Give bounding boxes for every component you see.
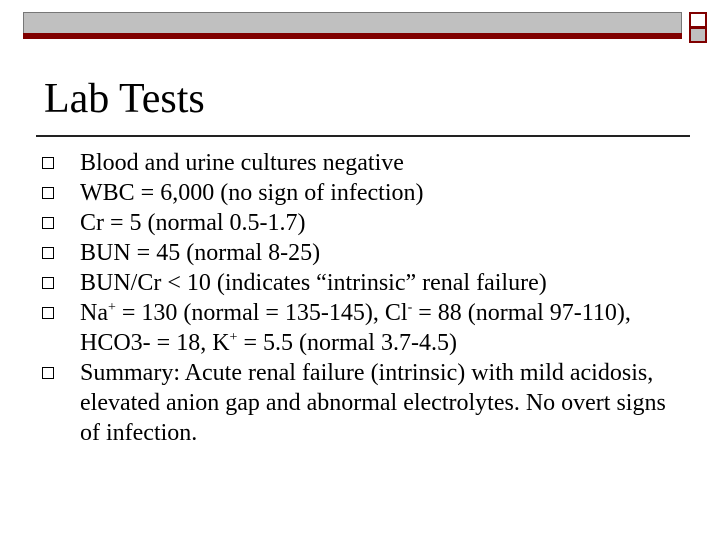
bullet-item-cultures — [0, 148, 680, 178]
bullet-list — [0, 148, 720, 448]
hollow-square-bullet-icon — [42, 157, 54, 169]
bullet-text: WBC = 6,000 (no sign of infection) — [80, 180, 424, 206]
title-divider — [36, 135, 690, 137]
hollow-square-bullet-icon — [42, 187, 54, 199]
superscript: + — [229, 330, 238, 345]
bullet-item-bun — [0, 238, 680, 268]
electrolyte-text-part: Na — [80, 300, 108, 326]
bullet-text: Summary: Acute renal failure (intrinsic) with mild acidosis, elevated anion gap and abnormal electrolytes. No overt signs of infection. — [80, 360, 666, 446]
header-decoration-stripe — [23, 33, 682, 39]
corner-square-icon — [689, 12, 707, 28]
corner-square-icon — [689, 27, 707, 43]
bullet-text: Blood and urine cultures negative — [80, 150, 404, 176]
bullet-item-bun-cr-ratio — [0, 268, 680, 298]
slide-title: Lab Tests — [44, 76, 205, 122]
electrolyte-text-part: = 5.5 (normal 3.7-4.5) — [237, 330, 457, 356]
bullet-item-cr — [0, 208, 680, 238]
electrolyte-text-part: = 130 (normal = 135-145), Cl — [115, 300, 408, 326]
bullet-item-electrolytes — [0, 298, 680, 358]
bullet-item-wbc — [0, 178, 680, 208]
superscript: + — [107, 300, 116, 315]
bullet-text: BUN/Cr < 10 (indicates “intrinsic” renal failure) — [80, 270, 547, 296]
hollow-square-bullet-icon — [42, 277, 54, 289]
bullet-item-summary — [0, 358, 680, 448]
bullet-text: Cr = 5 (normal 0.5-1.7) — [80, 210, 306, 236]
electrolyte-text-part: = 88 (normal 97-110), HCO3- = 18, K — [80, 300, 631, 356]
superscript: - — [407, 300, 413, 315]
bullet-text — [80, 300, 631, 356]
hollow-square-bullet-icon — [42, 247, 54, 259]
hollow-square-bullet-icon — [42, 367, 54, 379]
hollow-square-bullet-icon — [42, 217, 54, 229]
bullet-text: BUN = 45 (normal 8-25) — [80, 240, 321, 266]
hollow-square-bullet-icon — [42, 307, 54, 319]
